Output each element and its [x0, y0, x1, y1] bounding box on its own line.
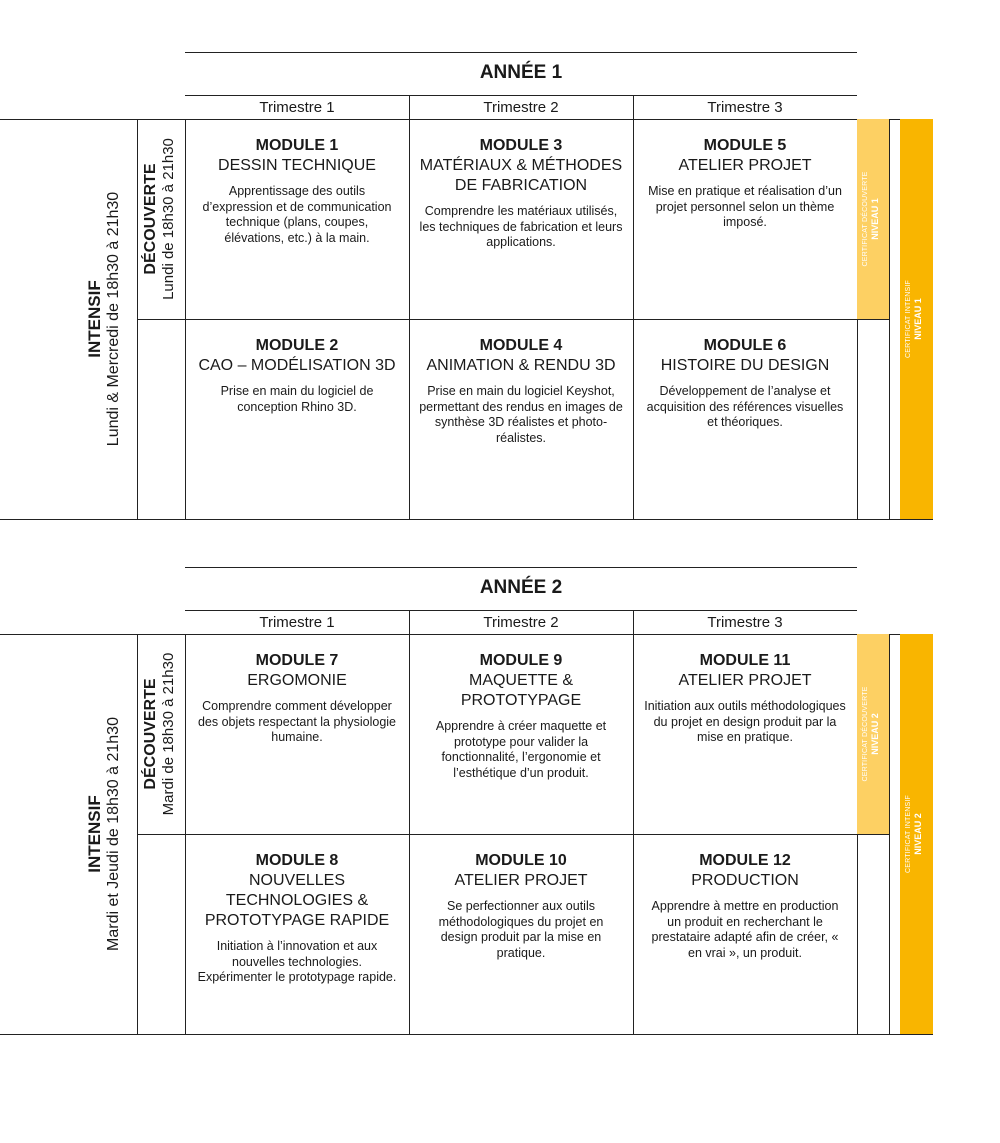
module-cell: [185, 319, 409, 519]
certificat-decouverte-level: NIVEAU 1: [870, 198, 880, 240]
module-number: MODULE 3: [479, 137, 563, 154]
grid-vline-889: [889, 119, 890, 519]
certificat-decouverte-bar: [857, 634, 889, 834]
year-top-rule: [185, 567, 857, 568]
module-number: MODULE 7: [255, 652, 339, 669]
intensif-title: INTENSIF: [85, 280, 104, 358]
grid-vline-137: [137, 634, 138, 1034]
intensif-label: [85, 699, 125, 969]
module-description: Se perfectionner aux outils méthodologiques du projet en design produit par la mise en pratique.: [438, 899, 604, 960]
module-description: Comprendre comment développer des objets respectant la physiologie humaine.: [197, 699, 397, 744]
module-cell: [409, 834, 633, 1034]
decouverte-schedule: Mardi de 18h30 à 21h30: [160, 652, 177, 816]
certificat-intensif-text: [904, 754, 928, 914]
module-number: MODULE 9: [479, 652, 563, 669]
module-name: ANIMATION & RENDU 3D: [426, 357, 616, 374]
module-number: MODULE 11: [699, 652, 791, 669]
module-cell: [633, 834, 857, 1034]
certificat-decouverte-level: NIVEAU 2: [870, 713, 880, 755]
module-description: Apprentissage des outils d’expression et de communication technique (plans, coupes, élévations, etc.) à la main.: [202, 184, 392, 245]
module-name: HISTOIRE DU DESIGN: [660, 357, 830, 374]
year-block: [0, 567, 1000, 1067]
module-cell: [409, 634, 633, 834]
module-number: MODULE 6: [703, 337, 787, 354]
module-number: MODULE 5: [703, 137, 787, 154]
module-description: Initiation à l’innovation et aux nouvelles technologies. Expérimenter le prototypage rapide.: [197, 939, 397, 984]
intensif-title: INTENSIF: [85, 795, 104, 873]
certificat-intensif-bar: [900, 119, 933, 519]
module-description: Prise en main du logiciel de conception Rhino 3D.: [220, 384, 374, 414]
module-description: Développement de l’analyse et acquisition des références visuelles et théoriques.: [646, 384, 844, 429]
module-name: ATELIER PROJET: [678, 157, 812, 174]
trimester-1-header: Trimestre 1: [259, 614, 335, 631]
module-name: MATÉRIAUX & MÉTHODES DE FABRICATION: [419, 157, 623, 194]
module-cell: [185, 834, 409, 1034]
module-description: Apprendre à mettre en production un produit en recherchant le prestataire adapté afin de créer, « en vrai », un produit.: [651, 899, 839, 960]
intensif-schedule: Lundi & Mercredi de 18h30 à 21h30: [105, 191, 122, 447]
module-number: MODULE 8: [255, 852, 339, 869]
module-number: MODULE 1: [255, 137, 339, 154]
module-description: Apprendre à créer maquette et prototype pour valider la fonctionnalité, l’ergonomie et l’esthétique d’un produit.: [435, 719, 607, 780]
certificat-decouverte-label: CERTIFICAT DÉCOUVERTE: [862, 686, 869, 782]
module-cell: [185, 634, 409, 834]
grid-bottom-rule: [0, 519, 933, 520]
module-name: ATELIER PROJET: [454, 872, 588, 889]
year-title: ANNÉE 2: [479, 577, 563, 598]
grid-bottom-rule: [0, 1034, 933, 1035]
trimester-2-header: Trimestre 2: [483, 99, 559, 116]
intensif-label: [85, 184, 125, 454]
grid-vline-889: [889, 634, 890, 1034]
certificat-intensif-level: NIVEAU 2: [913, 813, 923, 855]
certificat-decouverte-text: [861, 139, 885, 299]
module-cell: [633, 634, 857, 834]
year-top-rule: [185, 52, 857, 53]
certificat-intensif-text: [904, 239, 928, 399]
trimester-2-header: Trimestre 2: [483, 614, 559, 631]
module-name: ERGOMONIE: [247, 672, 347, 689]
decouverte-label: [142, 119, 182, 319]
trimester-3-header: Trimestre 3: [707, 99, 783, 116]
module-name: ATELIER PROJET: [678, 672, 812, 689]
module-number: MODULE 10: [475, 852, 567, 869]
trimester-3-header: Trimestre 3: [707, 614, 783, 631]
trimester-1-header: Trimestre 1: [259, 99, 335, 116]
module-name: PRODUCTION: [691, 872, 799, 889]
module-name: MAQUETTE & PROTOTYPAGE: [460, 672, 582, 709]
certificat-intensif-label: CERTIFICAT INTENSIF: [905, 279, 912, 359]
module-description: Prise en main du logiciel Keyshot, permettant des rendus en images de synthèse 3D réalistes et photo-réalistes.: [419, 384, 623, 445]
decouverte-schedule: Lundi de 18h30 à 21h30: [160, 138, 177, 300]
module-cell: [185, 119, 409, 319]
module-number: MODULE 2: [255, 337, 339, 354]
certificat-intensif-label: CERTIFICAT INTENSIF: [905, 794, 912, 874]
year-title: ANNÉE 1: [479, 62, 563, 83]
module-description: Initiation aux outils méthodologiques du projet en design produit par la mise en pratique.: [644, 699, 846, 744]
module-description: Comprendre les matériaux utilisés, les techniques de fabrication et leurs applications.: [419, 204, 623, 249]
module-cell: [633, 319, 857, 519]
module-name: DESSIN TECHNIQUE: [218, 157, 376, 174]
certificat-decouverte-text: [861, 654, 885, 814]
decouverte-title: DÉCOUVERTE: [142, 678, 159, 790]
grid-vline-137: [137, 119, 138, 519]
certificat-intensif-level: NIVEAU 1: [913, 298, 923, 340]
module-name: CAO – MODÉLISATION 3D: [198, 357, 396, 374]
module-number: MODULE 4: [479, 337, 563, 354]
decouverte-title: DÉCOUVERTE: [142, 163, 159, 275]
certificat-decouverte-label: CERTIFICAT DÉCOUVERTE: [862, 171, 869, 267]
module-name: NOUVELLES TECHNOLOGIES & PROTOTYPAGE RAPIDE: [204, 872, 390, 929]
module-cell: [633, 119, 857, 319]
module-description: Mise en pratique et réalisation d’un projet personnel selon un thème imposé.: [648, 184, 842, 229]
certificat-decouverte-bar: [857, 119, 889, 319]
module-cell: [409, 319, 633, 519]
module-number: MODULE 12: [699, 852, 791, 869]
year-block: [0, 52, 1000, 552]
certificat-intensif-bar: [900, 634, 933, 1034]
decouverte-label: [142, 634, 182, 834]
intensif-schedule: Mardi et Jeudi de 18h30 à 21h30: [105, 717, 122, 951]
module-cell: [409, 119, 633, 319]
